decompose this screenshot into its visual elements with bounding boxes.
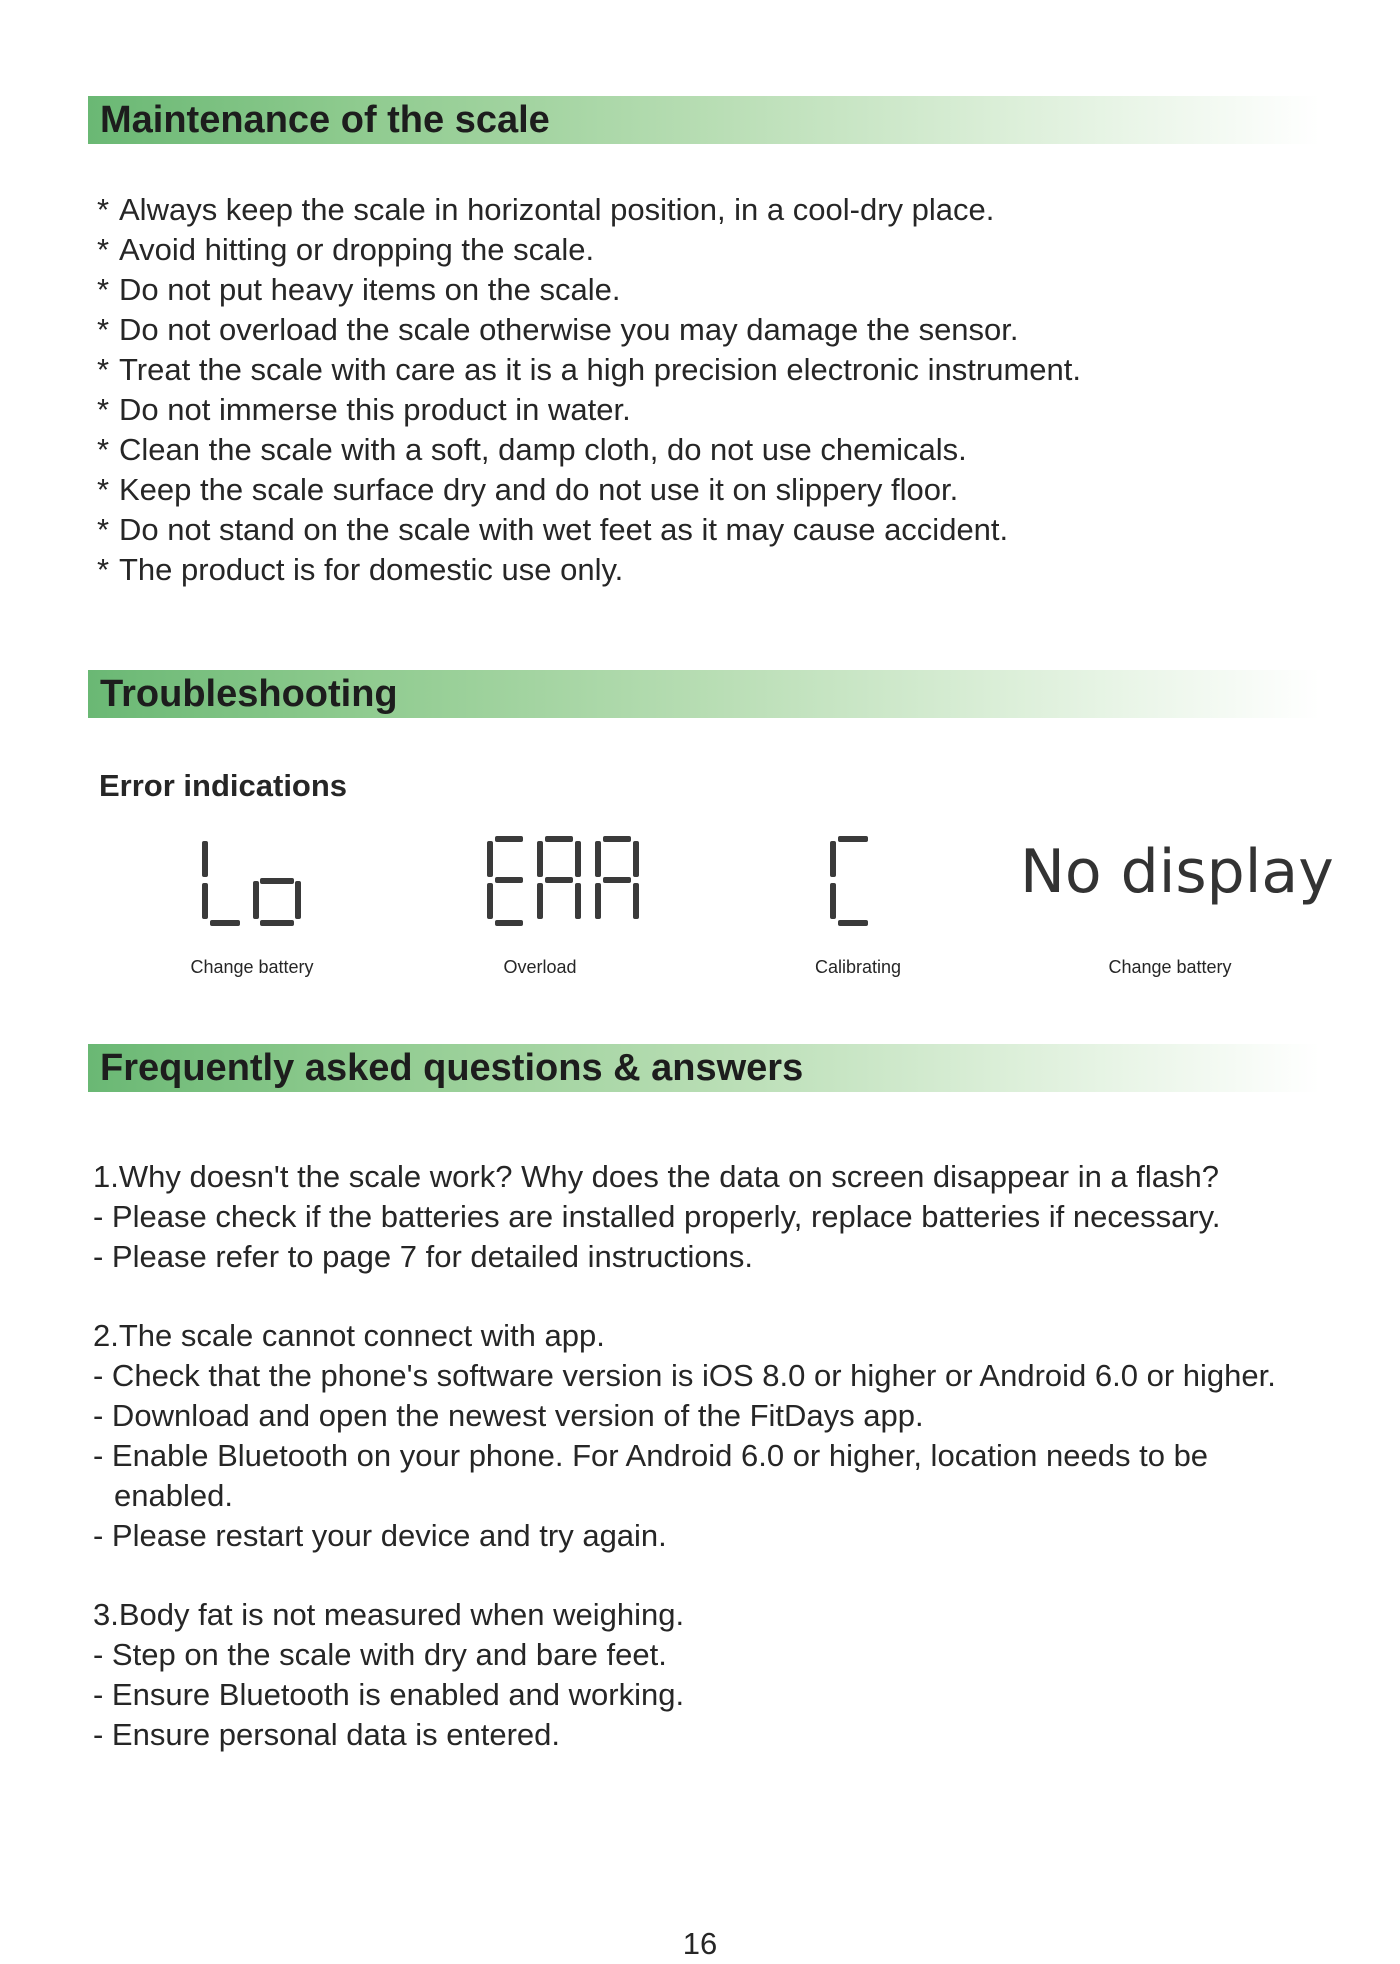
list-item: [97, 350, 1081, 390]
list-item: [97, 550, 1081, 590]
page-number: 16: [682, 1926, 718, 1961]
list-item-text: Avoid hitting or dropping the scale.: [119, 232, 595, 267]
list-item-text: Do not put heavy items on the scale.: [119, 272, 621, 307]
error-item-c: [733, 826, 983, 986]
lcd-display-err: [485, 836, 645, 926]
bullet-mark: *: [97, 512, 110, 547]
list-item-text: Treat the scale with care as it is a high precision electronic instrument.: [119, 352, 1081, 387]
faq-answer: - Download and open the newest version of the FitDays app.: [93, 1398, 924, 1433]
list-item: [97, 390, 1081, 430]
bullet-mark: *: [97, 392, 110, 427]
error-caption: Calibrating: [814, 957, 902, 977]
list-item-text: The product is for domestic use only.: [119, 552, 624, 587]
list-item: [97, 270, 1081, 310]
faq-answer: - Ensure personal data is entered.: [93, 1717, 560, 1752]
bullet-mark: *: [97, 272, 110, 307]
list-item-text: Keep the scale surface dry and do not use it on slippery floor.: [119, 472, 959, 507]
faq-answer: - Please check if the batteries are installed properly, replace batteries if necessary.: [93, 1199, 1221, 1234]
error-caption: Change battery: [190, 957, 314, 977]
troubleshooting-title: Troubleshooting: [100, 673, 398, 715]
faq-question: 3.Body fat is not measured when weighing.: [93, 1597, 685, 1632]
bullet-mark: *: [97, 352, 110, 387]
bullet-mark: *: [97, 312, 110, 347]
list-item: [97, 470, 1081, 510]
lcd-display-lo: [200, 836, 320, 926]
list-item: [97, 510, 1081, 550]
list-item-text: Always keep the scale in horizontal position, in a cool-dry place.: [119, 192, 995, 227]
list-item-text: Do not immerse this product in water.: [119, 392, 631, 427]
list-item: [97, 310, 1081, 350]
error-caption: Change battery: [1108, 957, 1232, 977]
faq-answer: - Enable Bluetooth on your phone. For Android 6.0 or higher, location needs to be: [93, 1438, 1209, 1473]
maintenance-title: Maintenance of the scale: [100, 99, 550, 141]
list-item: [97, 190, 1081, 230]
faq-title: Frequently asked questions & answers: [100, 1047, 804, 1089]
bullet-mark: *: [97, 432, 110, 467]
list-item: [97, 430, 1081, 470]
error-item-no-display: [1020, 826, 1334, 986]
faq-question: 2.The scale cannot connect with app.: [93, 1318, 605, 1353]
faq-question: 1.Why doesn't the scale work? Why does the data on screen disappear in a flash?: [93, 1159, 1220, 1194]
faq-header: [88, 1044, 1320, 1092]
error-caption: Overload: [503, 957, 577, 977]
faq-answer-continued: enabled.: [114, 1478, 233, 1513]
faq-answer: - Please refer to page 7 for detailed instructions.: [93, 1239, 753, 1274]
error-item-err: [415, 826, 665, 986]
troubleshooting-header: [88, 670, 1320, 718]
maintenance-header: [88, 96, 1320, 144]
error-item-lo: [127, 826, 377, 986]
no-display-text: No display: [1020, 837, 1334, 907]
error-indications-heading: Error indications: [99, 768, 348, 803]
list-item-text: Do not stand on the scale with wet feet as it may cause accident.: [119, 512, 1009, 547]
faq-answer: - Step on the scale with dry and bare feet.: [93, 1637, 667, 1672]
bullet-mark: *: [97, 472, 110, 507]
bullet-mark: *: [97, 192, 110, 227]
faq-group-2: [93, 1316, 1276, 1556]
list-item: [97, 230, 1081, 270]
faq-answer: - Please restart your device and try again.: [93, 1518, 667, 1553]
list-item-text: Do not overload the scale otherwise you may damage the sensor.: [119, 312, 1019, 347]
faq-answer: - Check that the phone's software version is iOS 8.0 or higher or Android 6.0 or higher.: [93, 1358, 1276, 1393]
lcd-display-c: [828, 836, 888, 926]
bullet-mark: *: [97, 232, 110, 267]
faq-answer: - Ensure Bluetooth is enabled and working.: [93, 1677, 685, 1712]
faq-group-1: [93, 1157, 1220, 1277]
bullet-mark: *: [97, 552, 110, 587]
list-item-text: Clean the scale with a soft, damp cloth, do not use chemicals.: [119, 432, 967, 467]
maintenance-list: [97, 190, 1081, 590]
faq-group-3: [93, 1595, 684, 1755]
